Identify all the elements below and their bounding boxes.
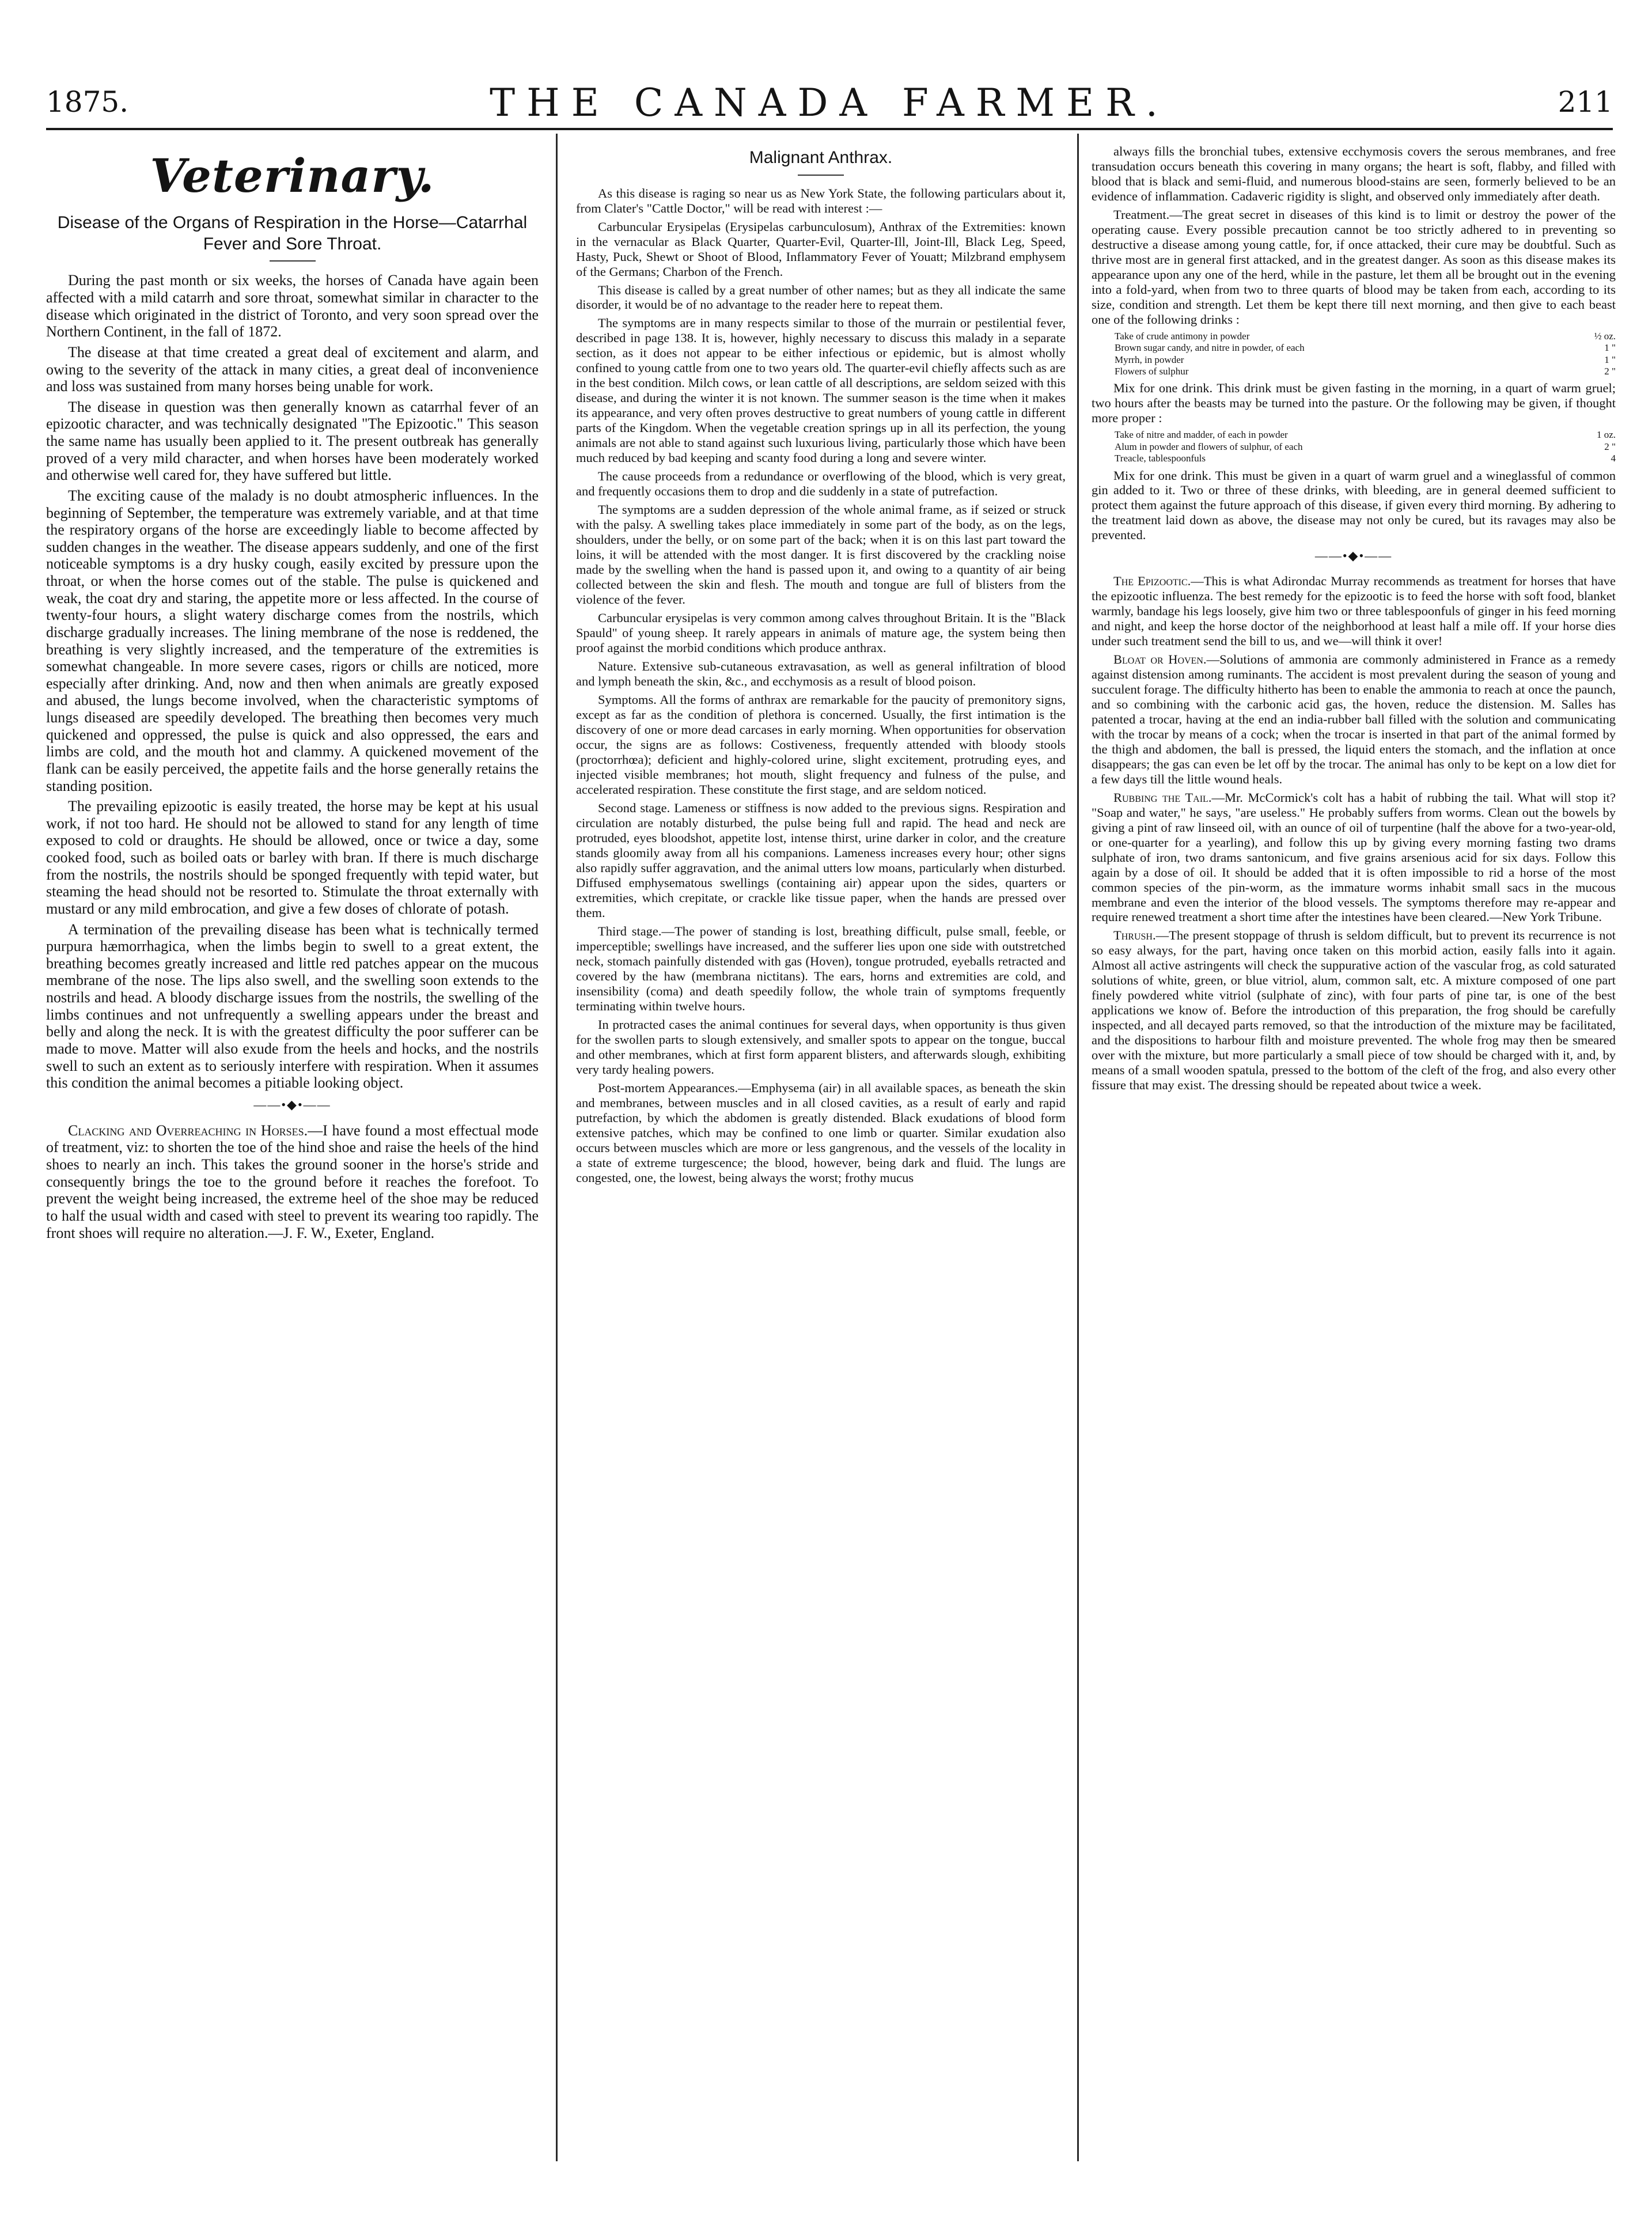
section-ornament: ——•◆•—— — [253, 1097, 331, 1112]
note-paragraph — [1092, 790, 1616, 925]
prescription-line — [1115, 366, 1616, 377]
article-paragraph: A termination of the prevailing disease has been what is technically termed purpura hæmorrhagica, when the limbs begin to swell to a great extent, the breathing becomes greatly increased and little red patches appear on the mucous membrane of the nose. The lips also swell, and the swelling soon extends to the nostrils and head. A bloody discharge issues from the nostrils, the swelling of the limbs continues and not unfrequently a swelling appears under the breast and belly and along the neck. It is with the greatest difficulty the poor sufferer can be made to move. Matter will also exude from the heels and hocks, and the nostrils swell to such an extent as to seriously interfere with respiration. When it assumes this condition the animal becomes a pitiable looking object. — [46, 920, 539, 1092]
ingredient: Alum in powder and flowers of sulphur, of each — [1115, 441, 1303, 452]
article-paragraph: The exciting cause of the malady is no doubt atmospheric influences. In the beginning of September, the temperature was extremely variable, and at that time the respiratory organs of the horse are exceedingly liable to become affected by sudden changes in the weather. The disease appears suddenly, and one of the first noticeable symptoms is a dry husky cough, easily excited by pressure upon the throat, or when the horse comes out of the stable. The pulse is quickened and weak, the coat dry and staring, the appetite more or less affected. In the course of twenty-four hours, a slight watery discharge comes from the nostrils, which discharge gradually increases. The lining membrane of the nose is reddened, the breathing is very slightly increased, and the temperature of the extremities is somewhat changeable. In more severe cases, rigors or chills are noticed, more especially after drinking. And, now and then when animals are greatly exposed and abused, the lungs become involved, when the characteristic symptoms of lungs diseased are speedily developed. The breathing then becomes very much quickened and oppressed, the pulse is quick and also oppressed, the ears and limbs are cold, and the mouth hot and clammy. A quickened movement of the flank can be easily perceived, the appetite fails and the horse generally retains the standing position. — [46, 487, 539, 794]
prescription-list — [1115, 331, 1616, 378]
note-text: —Mr. McCormick's colt has a habit of rubbing the tail. What will stop it? "Soap and water," he says, "are useless." He probably suffers from worms. Clean out the bowels by giving a pint of raw linseed oil, with an ounce of oil of turpentine (half the above for a two-year-old, or one-quarter for a yearling), and follow this up by giving every morning fasting two drams sulphate of iron, two drams santonicum, and five grains arsenious acid for six days. Follow this again by a dose of oil. It should be added that it is often impossible to rid a horse of the most common species of the pin-worm, as the immature worms inhabit small sacs in the mucous membrane and even the interior of the blood vessels. The symptoms therefore may re-appear and require renewed treatment a short time after the intestines have been cleared.—New York Tribune. — [1092, 790, 1616, 925]
article-paragraph: Mix for one drink. This drink must be given fasting in the morning, in a quart of warm gruel; two hours after the beasts may be turned into the pasture. Or the following may be given, if thought more proper : — [1092, 381, 1616, 426]
article-paragraph: Carbuncular Erysipelas (Erysipelas carbunculosum), Anthrax of the Extremities: known in the vernacular as Black Quarter, Quarter-Evil, Quarter-Ill, Joint-Ill, Black Leg, Speed, Hasty, Puck, Shewt or Shoot of Blood, Inflammatory Fever of Youatt; Milzbrand emphysem of the Germans; Charbon of the French. — [576, 219, 1066, 279]
note-lead: Rubbing the Tail. — [1113, 790, 1212, 805]
masthead-rule — [46, 128, 1613, 130]
ingredient: Treacle, tablespoonfuls — [1115, 453, 1206, 464]
article-paragraph: Mix for one drink. This must be given in a quart of warm gruel and a wineglassful of common gin added to it. Two or three of these drinks, with bleeding, are in general deemed sufficient to protect them against the future approach of this disease, if given every third morning. By adhering to the treatment laid down as above, the disease may not only be cured, but its ravages may also be prevented. — [1092, 468, 1616, 543]
ingredient: Brown sugar candy, and nitre in powder, of each — [1115, 342, 1305, 354]
quantity: 4 — [1611, 453, 1616, 464]
note-paragraph — [46, 1122, 539, 1241]
article-paragraph: The symptoms are a sudden depression of the whole animal frame, as if seized or struck with the palsy. A swelling takes place immediately in some part of the body, as on the legs, shoulders, under the belly, or on some part of the back; when it is on this last part toward the loins, it will be attended with the most danger. It is first discovered by the crackling noise made by the swelling when the hand is passed upon it, and owing to a quantity of air being collected between the skin and flesh. The mouth and tongue are full of blisters from the violence of the fever. — [576, 502, 1066, 607]
article-paragraph: During the past month or six weeks, the horses of Canada have again been affected with a mild catarrh and sore throat, somewhat similar in character to the disease which originated in the district of Toronto, and very soon spread over the Northern Continent, in the fall of 1872. — [46, 272, 539, 340]
note-lead: The Epizootic. — [1113, 573, 1191, 588]
prescription-line — [1115, 331, 1616, 342]
article-paragraph: Second stage. Lameness or stiffness is now added to the previous signs. Respiration and circulation are notably disturbed, the pulse being full and rapid. The head and neck are protruded, eyes bloodshot, appetite lost, intense thirst, urine darker in color, and the creature stands gloomily away from all his companions. Lameness increases every hour; other signs also rapidly suffer aggravation, and the animal utters low moans, particularly when disturbed. Diffused emphysematous swellings (containing air) appear upon the sides, quarters or extremities, which crepitate, or crackle like tissue paper, when the hands are pressed over them. — [576, 800, 1066, 920]
ingredient: Flowers of sulphur — [1115, 365, 1189, 377]
article-paragraph: The disease in question was then generally known as catarrhal fever of an epizootic character, and was technically designated "The Epizootic." This season the same name has usually been applied to it. The present outbreak has generally proved of a very mild character, and when horses have been moderately worked and otherwise well cared for, they have suffered but little. — [46, 398, 539, 484]
page-number: 211 — [1558, 85, 1613, 119]
prescription-line — [1115, 354, 1616, 366]
article-paragraph: Nature. Extensive sub-cutaneous extravasation, as well as general infiltration of blood and lymph beneath the skin, &c., and ecchymosis as a result of blood poison. — [576, 659, 1066, 689]
note-text: —This is what Adirondac Murray recommends as treatment for horses that have the epizootic influenza. The best remedy for the epizootic is to feed the horse with soft food, blanket warmly, bandage his legs loosely, give him two or three tablespoonfuls of ginger in his feed morning and night, and keep the horse doctor of the neighborhood at least half a mile off. If your horse dies under such treatment send the bill to us, and we—will think it over! — [1092, 573, 1616, 648]
article-paragraph: As this disease is raging so near us as New York State, the following particulars about it, from Clater's "Cattle Doctor," will be read with interest :— — [576, 185, 1066, 215]
note-text: —Solutions of ammonia are commonly administered in France as a remedy against distension among ruminants. The accident is most prevalent during the season of young and succulent forage. The difficulty hitherto has been to enable the ammonia to reach at once the paunch, and so combining with the carbonic acid gas, the hoven, reduce the distension. M. Salles has patented a trocar, having at the end an india-rubber ball filled with the solution and communicating with the trocar by means of a cock; when the trocar is inserted in that part of the animal formed by the thigh and abdomen, the ball is pressed, the liquid enters the stomach, and the inflation at once disappears; the gas can even be let off by the trocar. The animal has only to be kept on a low diet for a few days till the little wound heals. — [1092, 651, 1616, 786]
issue-year: 1875. — [46, 85, 129, 119]
article-paragraph: Carbuncular erysipelas is very common among calves throughout Britain. It is the "Black Spauld" of young sheep. It rarely appears in animals of mature age, the system being then proof against the morbid conditions which produce anthrax. — [576, 611, 1066, 656]
column-divider — [556, 134, 558, 2161]
article-paragraph: always fills the bronchial tubes, extensive ecchymosis covers the serous membranes, and free transudation occurs beneath this covering in many organs; the heart is soft, flabby, and filled with blood that is black and semi-fluid, and numerous blood-stains are seen, formerly believed to be an evidence of inflammation. Cadaveric rigidity is slight, and observed only immediately after death. — [1092, 144, 1616, 203]
note-text: —The present stoppage of thrush is seldom difficult, but to prevent its recurrence is not so easy always, for the part, having once taken on this morbid action, easily falls into it again. Almost all active astringents will check the suppurative action of the vascular frog, as cold saturated solutions of white, green, or blue vitriol, alum, common salt, etc. A mixture composed of one part finely powdered white vitriol (sulphate of zinc), with four parts of pine tar, is one of the best applications we know of. Before the introduction of this preparation, the frog should be carefully inspected, and all decayed parts removed, so that the introduction of the mixture may be facilitated, and the dispositions to harbour filth and moisture prevented. The whole frog may then be smeared over with the mixture, but more particularly a small piece of tow should be charged with it, and, by means of a small wooden spatula, pressed to the bottom of the cleft of the frog, and also every other fissure that may exist. The dressing should be repeated about twice a week. — [1092, 928, 1616, 1093]
quantity: ½ oz. — [1594, 330, 1616, 342]
prescription-line — [1115, 342, 1616, 354]
article-paragraph: The disease at that time created a great deal of excitement and alarm, and owing to the severity of the attack in many cities, a great deal of inconvenience and loss was sustained from many horses being unable for work. — [46, 343, 539, 395]
newspaper-title: THE CANADA FARMER. — [490, 81, 1169, 125]
prescription-line — [1115, 453, 1616, 464]
divider — [270, 260, 316, 262]
prescription-line — [1115, 441, 1616, 453]
article-paragraph: Symptoms. All the forms of anthrax are remarkable for the paucity of premonitory signs, except as far as the condition of plethora is concerned. Usually, the first intimation is the discovery of one or more dead carcases in early morning. When opportunities for observation occur, the signs are as follows: Costiveness, frequently attended with bloody stools (proctorrhœa); deficient and highly-colored urine, slight excitement, protruding eyes, and injected visible membranes; hot mouth, slight frequency and fulness of the pulse, and accelerated respiration. These constitute the first stage, and are seldom noticed. — [576, 692, 1066, 797]
prescription-list — [1115, 429, 1616, 464]
ingredient: Take of crude antimony in powder — [1115, 330, 1250, 342]
column-3 — [1092, 144, 1616, 1096]
article-paragraph: Third stage.—The power of standing is lost, breathing difficult, pulse small, feeble, or imperceptible; swellings have increased, and the sufferer lies upon one side with outstretched neck, stomach painfully distended with gas (Hoven), tongue protruded, eyeballs retracted and covered by the haw (membrana nictitans). The ears, horns and extremities are cold, and insensibility (coma) and death speedily follow, the whole train of symptoms frequently terminating within twelve hours. — [576, 923, 1066, 1013]
note-paragraph — [1092, 574, 1616, 649]
article-paragraph: The symptoms are in many respects similar to those of the murrain or pestilential fever, described in page 138. It is, however, highly necessary to discuss this malady in a separate section, as it does not appear to be either infectious or epidemic, but is almost wholly confined to young cattle from one to two years old. The quarter-evil chiefly affects such as are in the best condition. Milch cows, or lean cattle of all descriptions, are seldom seized with this disease, and during the winter it is not known. The summer season is the time when it makes its appearance, and very often proves destructive to great numbers of young cattle in different parts of the Kingdom. When the vegetable creation springs up in all its perfection, the young animals are not able to stand against such luxurious living, particularly those which have been much reduced by bad keeping and scanty food during a long and severe winter. — [576, 316, 1066, 465]
column-divider — [1077, 134, 1079, 2161]
article-paragraph: The cause proceeds from a redundance or overflowing of the blood, which is very great, and frequently occasions them to drop and die suddenly in a state of putrefaction. — [576, 469, 1066, 499]
ingredient: Myrrh, in powder — [1115, 354, 1184, 365]
ingredient: Take of nitre and madder, of each in powder — [1115, 429, 1288, 441]
prescription-line — [1115, 429, 1616, 441]
note-paragraph — [1092, 652, 1616, 787]
divider — [798, 175, 844, 176]
note-lead: Thrush. — [1113, 928, 1156, 943]
article-paragraph: The prevailing epizootic is easily treated, the horse may be kept at his usual work, if not too hard. He should not be allowed to stand for any length of time exposed to cold or draughts. He should be allowed, once or twice a day, some cooked food, such as boiled oats or barley with bran. If there is much discharge from the nostrils, the nostrils should be sponged frequently with tepid water, but steaming the head should not be resorted to. Stimulate the throat externally with mustard or any mild embrocation, and give a few doses of chlorate of potash. — [46, 798, 539, 917]
quantity: 1 oz. — [1596, 429, 1616, 441]
note-lead: Clacking and Overreaching in Horses. — [68, 1122, 308, 1139]
article-paragraph: Post-mortem Appearances.—Emphysema (air) in all available spaces, as beneath the skin and membranes, between muscles and in all closed cavities, as a result of early and rapid putrefaction, by which the abdomen is greatly distended. Black exudations of blood form extensive patches, which may be confined to one limb or quarter. Similar exudation also occurs between muscles which are more or less gangrenous, and the vessels of the locality in a state of extreme turgescence; the blood, however, being dark and fluid. The lungs are congested, one, the lowest, being always the worst; frothy mucus — [576, 1080, 1066, 1185]
quantity: 2 " — [1604, 365, 1616, 377]
article-paragraph: This disease is called by a great number of other names; but as they all indicate the same disorder, it would be of no advantage to the reader here to repeat them. — [576, 282, 1066, 312]
column-1 — [46, 144, 539, 1245]
article-heading: Disease of the Organs of Respiration in the Horse—Catarrhal Fever and Sore Throat. — [57, 213, 528, 253]
article-heading: Malignant Anthrax. — [749, 148, 893, 167]
note-lead: Bloat or Hoven. — [1113, 651, 1207, 666]
article-paragraph: In protracted cases the animal continues for several days, when opportunity is thus given for the swollen parts to slough extensively, and smaller spots to appear on the tongue, buccal and other membranes, which at first form apparent blisters, and afterwards slough, exhibiting very tardy healing powers. — [576, 1017, 1066, 1077]
section-ornament: ——•◆•—— — [1314, 548, 1393, 563]
note-text: —I have found a most effectual mode of treatment, viz: to shorten the toe of the hind shoe and raise the heels of the hind shoes to nearly an inch. This takes the ground sooner in the horse's stride and consequently brings the toe to the ground before it reaches the forefoot. To prevent the weight being increased, the extreme heel of the shoe may be reduced to half the usual width and cased with steel to prevent its wearing too rapidly. The front shoes will require no alteration.—J. F. W., Exeter, England. — [46, 1122, 539, 1241]
note-paragraph — [1092, 928, 1616, 1093]
quantity: 1 " — [1604, 342, 1616, 354]
article-paragraph: Treatment.—The great secret in diseases of this kind is to limit or destroy the power of the operating cause. Every possible precaution cannot be too strictly adhered to in preventing so destructive a disease among young cattle, for, if once attacked, their cure may be doubtful. Such as thrive most are in general first attacked, and in the greatest danger. As soon as this disease makes its appearance upon any one of the herd, while in the pasture, let them all be brought out in the evening into a fold-yard, when from two to three quarts of blood may be taken from each, according to its size, condition and strength. Let them be kept there till next morning, and then give to each beast one of the following drinks : — [1092, 207, 1616, 327]
column-2 — [576, 144, 1066, 1189]
quantity: 2 " — [1604, 441, 1616, 452]
quantity: 1 " — [1604, 354, 1616, 365]
department-heading: Veterinary. — [150, 149, 435, 203]
